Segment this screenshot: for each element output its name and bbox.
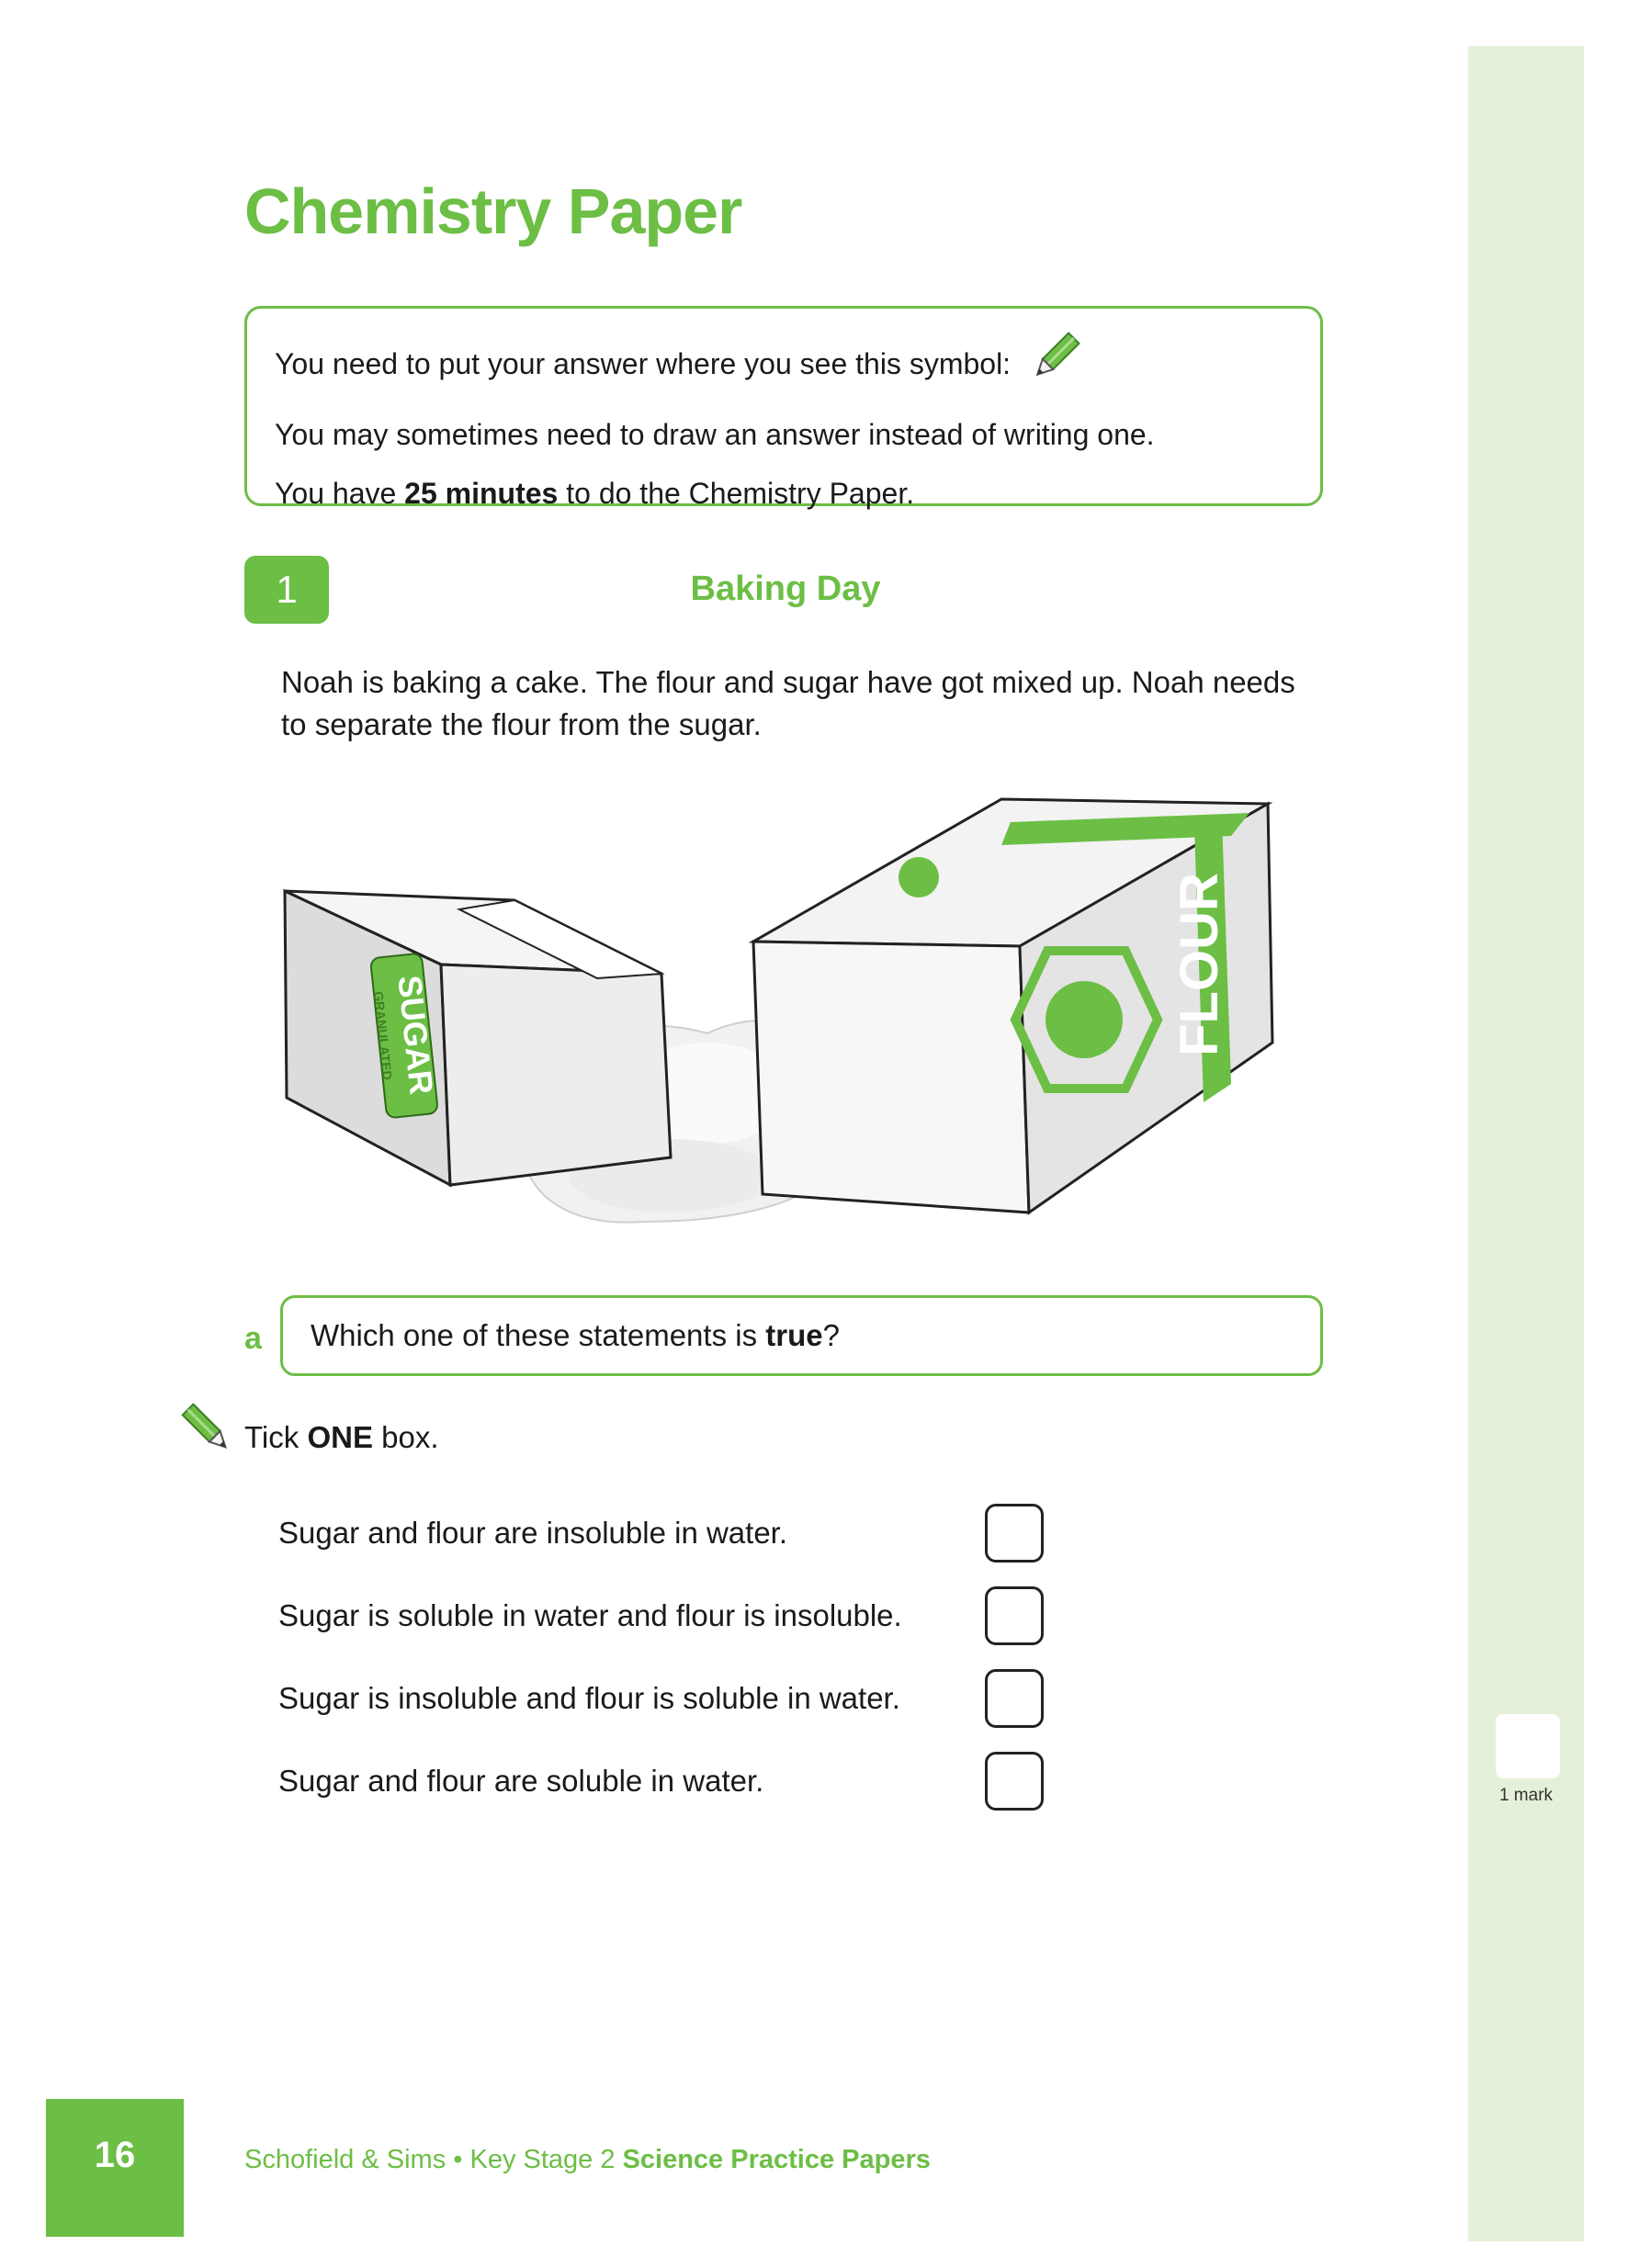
footer xyxy=(244,2145,931,2175)
tick-suffix: box. xyxy=(372,1420,439,1454)
footer-separator: • xyxy=(453,2145,463,2174)
footer-publisher: Schofield & Sims xyxy=(244,2145,446,2174)
marks-margin xyxy=(1468,46,1584,2241)
tick-instruction xyxy=(244,1420,439,1455)
option-2-checkbox[interactable] xyxy=(985,1586,1044,1645)
instruction-text-1: You need to put your answer where you see this symbol: xyxy=(275,346,1012,380)
option-2-text: Sugar is soluble in water and flour is insoluble. xyxy=(278,1598,902,1632)
part-letter: a xyxy=(244,1321,262,1356)
option-3-checkbox[interactable] xyxy=(985,1669,1044,1728)
option-3-text: Sugar is insoluble and flour is soluble in water. xyxy=(278,1681,900,1715)
sugar-flour-illustration xyxy=(276,790,1286,1254)
instruction-time: 25 minutes xyxy=(404,477,559,510)
prompt-suffix: ? xyxy=(822,1318,840,1352)
flour-label: FLOUR xyxy=(1170,873,1229,1056)
pencil-icon xyxy=(176,1398,237,1463)
page-number: 16 xyxy=(46,2099,184,2237)
footer-book: Science Practice Papers xyxy=(622,2145,931,2174)
instruction-line-2: You may sometimes need to draw an answer instead of writing one. xyxy=(275,418,1155,451)
instruction-line-1 xyxy=(275,327,1320,405)
option-4-text: Sugar and flour are soluble in water. xyxy=(278,1764,764,1798)
sugar-box xyxy=(285,891,671,1185)
tick-text: Tick xyxy=(244,1420,308,1454)
option-1-checkbox[interactable] xyxy=(985,1504,1044,1563)
instructions-box xyxy=(244,306,1323,510)
footer-series: Key Stage 2 xyxy=(469,2145,616,2174)
prompt-text: Which one of these statements is xyxy=(311,1318,766,1352)
tick-bold: ONE xyxy=(307,1420,373,1454)
question-number-badge: 1 xyxy=(244,556,329,624)
instruction-text-3b: to do the Chemistry Paper. xyxy=(558,477,915,510)
sugar-sub-label: GRANULATED xyxy=(370,990,395,1081)
page-title: Chemistry Paper xyxy=(244,175,742,247)
sugar-label: SUGAR xyxy=(390,973,441,1097)
flour-box xyxy=(753,799,1272,1213)
part-a-prompt xyxy=(280,1295,1323,1376)
instruction-text-3a: You have xyxy=(275,477,405,510)
option-4-checkbox[interactable] xyxy=(985,1752,1044,1811)
question-intro: Noah is baking a cake. The flour and sugar have got mixed up. Noah needs to separate the flour from the sugar. xyxy=(281,665,1295,741)
mark-box[interactable] xyxy=(1496,1714,1560,1778)
prompt-bold: true xyxy=(765,1318,823,1352)
mark-label: 1 mark xyxy=(1498,1786,1554,1805)
question-title: Baking Day xyxy=(690,570,881,608)
pencil-icon xyxy=(1026,327,1085,405)
instruction-line-3 xyxy=(275,464,1320,523)
option-1-text: Sugar and flour are insoluble in water. xyxy=(278,1516,788,1550)
